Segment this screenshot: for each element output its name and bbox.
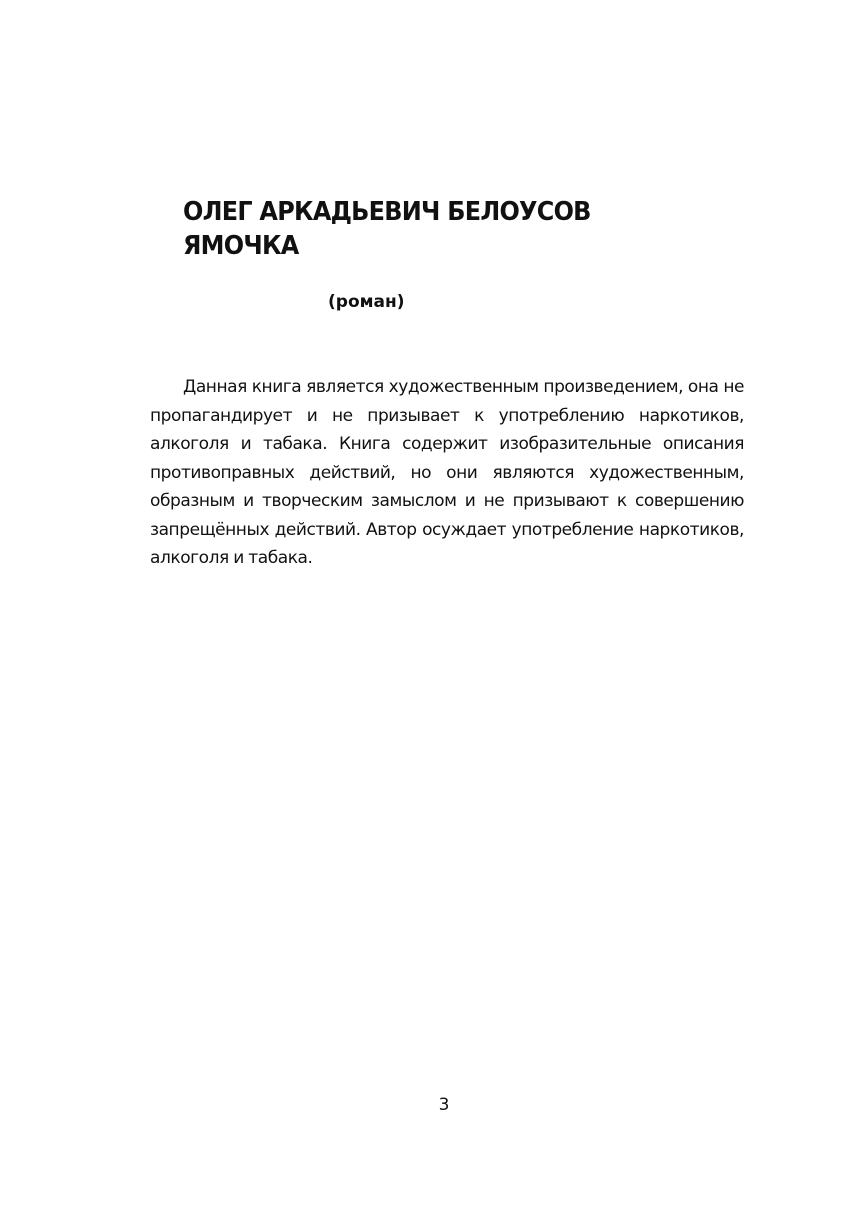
title-block <box>183 195 783 263</box>
book-title: ЯМОЧКА <box>183 231 299 261</box>
disclaimer-paragraph: Данная книга является художественным произведением, она не пропагандирует и не призывает к употреблению наркотиков, алкоголя и табака. Книга содержит изобразительные описания противоправных действий, но они являются художественным, образным и творческим замыслом и не призывают к совершению запрещённых действий. Автор осуждает употребление наркотиков, алкоголя и табака. <box>150 377 744 568</box>
author-name: ОЛЕГ АРКАДЬЕВИЧ БЕЛОУСОВ <box>183 197 591 227</box>
page-number: 3 <box>438 1095 450 1115</box>
genre-label: (роман) <box>328 292 405 312</box>
